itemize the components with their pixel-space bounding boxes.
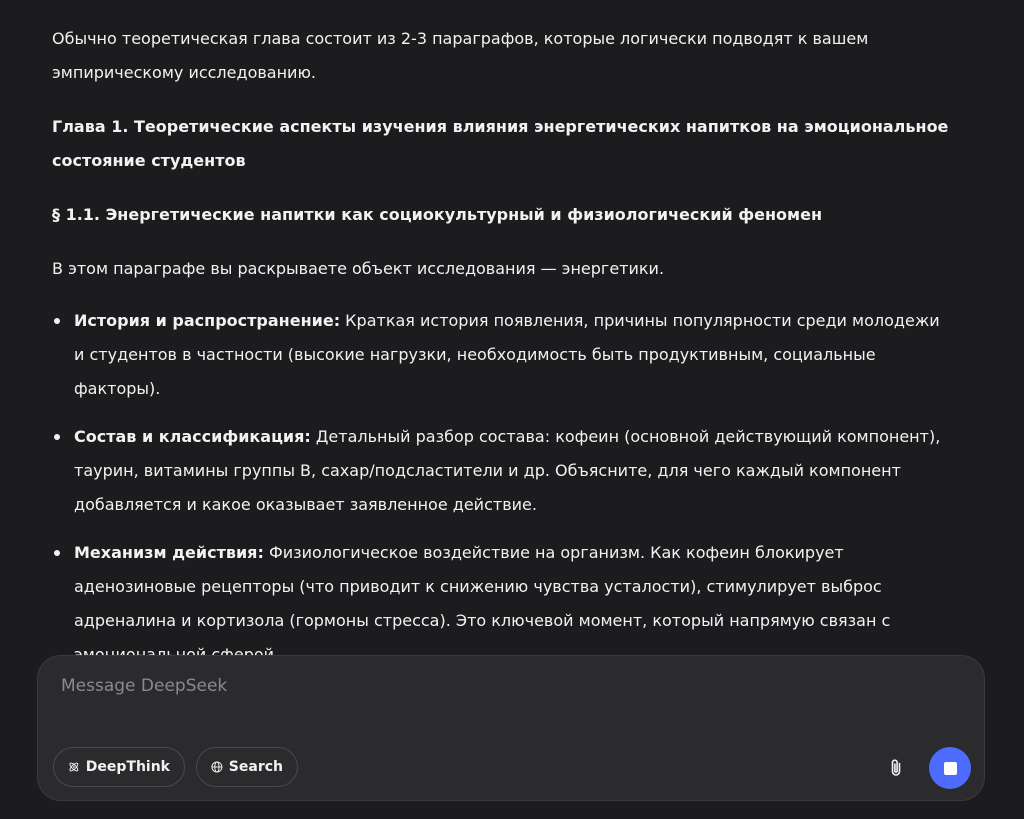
bullet-dot bbox=[54, 550, 60, 556]
assistant-message bbox=[52, 22, 952, 686]
search-button[interactable] bbox=[196, 747, 298, 787]
chapter-heading: Глава 1. Теоретические аспекты изучения влияния энергетических напитков на эмоциональное состояние студентов bbox=[52, 117, 949, 170]
deepthink-button[interactable] bbox=[53, 747, 185, 787]
list-item bbox=[52, 536, 952, 672]
list-item bbox=[52, 420, 952, 522]
bullet-term: Состав и классификация: bbox=[74, 427, 311, 446]
bullet-text: Краткая история появления, причины популярности среди молодежи и студентов в частности (высокие нагрузки, необходимость быть продуктивным, социальные факторы). bbox=[74, 311, 940, 398]
paperclip-icon bbox=[887, 758, 905, 778]
intro-paragraph: Обычно теоретическая глава состоит из 2-3 параграфов, которые логически подводят к вашем эмпирическому исследованию. bbox=[52, 29, 869, 82]
atom-icon bbox=[68, 759, 80, 775]
lead-paragraph: В этом параграфе вы раскрываете объект исследования — энергетики. bbox=[52, 259, 665, 278]
deepthink-label: DeepThink bbox=[85, 759, 170, 775]
bullet-term: Механизм действия: bbox=[74, 543, 264, 562]
bullet-dot bbox=[54, 318, 60, 324]
list-item bbox=[52, 304, 952, 406]
search-label: Search bbox=[228, 759, 283, 775]
bullet-term: История и распространение: bbox=[74, 311, 341, 330]
bullet-text: Детальный разбор состава: кофеин (основной действующий компонент), таурин, витамины группы B, сахар/подсластители и др. Объясните, для чего каждый компонент добавляется и какое оказывает заявленное действие. bbox=[74, 427, 941, 514]
bullet-list bbox=[52, 304, 952, 672]
bullet-text: Физиологическое воздействие на организм. Как кофеин блокирует аденозиновые рецепторы (что приводит к снижению чувства усталости), стимулирует выброс адреналина и кортизола (гормоны стресса). Это ключевой момент, который напрямую связан с bbox=[74, 543, 891, 630]
message-input[interactable] bbox=[61, 676, 861, 696]
bullet-dot bbox=[54, 434, 60, 440]
message-composer bbox=[37, 655, 985, 801]
stop-icon bbox=[944, 762, 957, 775]
section-heading: § 1.1. Энергетические напитки как социокультурный и физиологический феномен bbox=[52, 205, 822, 224]
attach-button[interactable] bbox=[883, 755, 909, 781]
stop-button[interactable] bbox=[929, 747, 971, 789]
globe-icon bbox=[211, 759, 223, 775]
